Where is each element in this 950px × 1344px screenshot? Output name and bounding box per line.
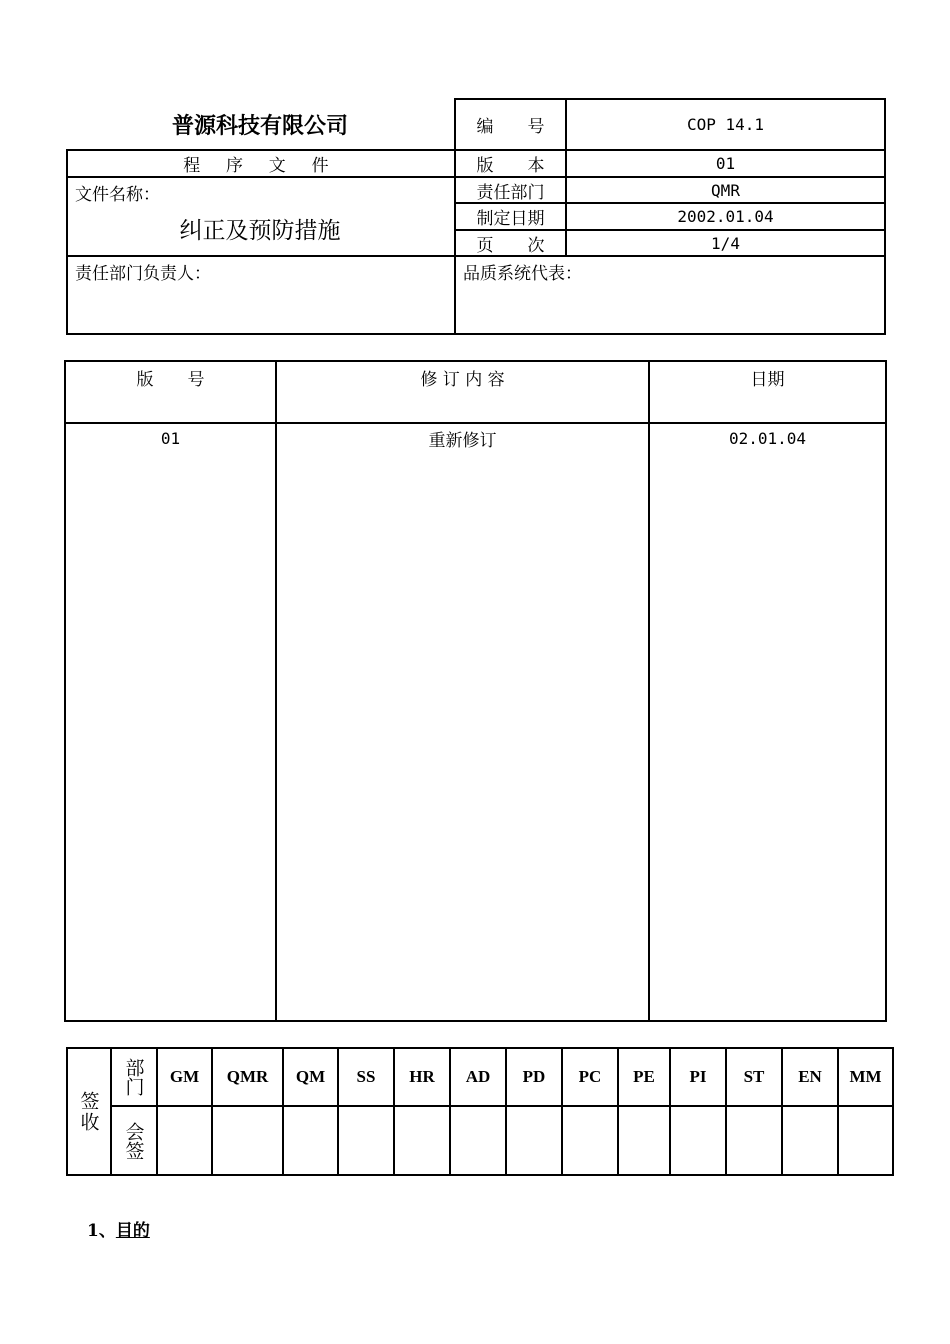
responsible-head-label: 责任部门负责人： <box>75 264 211 284</box>
signoff-dept-label: 部门 <box>122 1058 145 1096</box>
revision-row-content: 重新修订 <box>428 430 497 451</box>
dept-qm: QM <box>295 1067 326 1086</box>
revision-header-date: 日期 <box>750 369 785 390</box>
section-title: 目的 <box>115 1221 150 1241</box>
field-label-number: 编 号 <box>476 117 545 137</box>
file-name-label: 文件名称： <box>75 185 160 205</box>
dept-pc: PC <box>578 1067 602 1086</box>
section-number: 1、 <box>87 1221 116 1241</box>
dept-ss: SS <box>356 1067 376 1086</box>
revision-header-content: 修 订 内 容 <box>420 369 505 390</box>
revision-row-version: 01 <box>160 428 181 448</box>
signoff-row-label: 签收 <box>77 1090 100 1133</box>
file-name-title: 纠正及预防措施 <box>179 217 341 244</box>
section-heading <box>87 1216 150 1241</box>
field-value-page: 1/4 <box>711 233 740 253</box>
dept-st: ST <box>743 1067 765 1086</box>
field-value-department: QMR <box>711 180 740 200</box>
revision-row-date: 02.01.04 <box>728 428 807 448</box>
dept-pe: PE <box>633 1067 655 1086</box>
revision-header-version: 版 号 <box>136 369 205 390</box>
field-label-version: 版 本 <box>476 156 545 176</box>
dept-qmr: QMR <box>226 1067 269 1086</box>
field-label-department: 责任部门 <box>476 182 545 203</box>
dept-pi: PI <box>689 1067 707 1086</box>
field-label-page: 页 次 <box>476 235 545 256</box>
company-name: 普源科技有限公司 <box>171 113 348 139</box>
field-label-date: 制定日期 <box>476 209 545 229</box>
document-type: 程 序 文 件 <box>183 156 339 176</box>
signoff-sign-label: 会签 <box>122 1121 145 1160</box>
field-value-date: 2002.01.04 <box>677 207 774 226</box>
field-value-number: COP 14.1 <box>686 115 765 134</box>
dept-mm: MM <box>849 1067 882 1086</box>
dept-ad: AD <box>465 1067 491 1086</box>
dept-en: EN <box>798 1067 822 1086</box>
quality-representative-label: 品质系统代表： <box>463 264 582 284</box>
field-value-version: 01 <box>715 154 736 173</box>
dept-gm: GM <box>169 1067 200 1086</box>
dept-pd: PD <box>522 1067 546 1086</box>
dept-hr: HR <box>409 1067 435 1086</box>
